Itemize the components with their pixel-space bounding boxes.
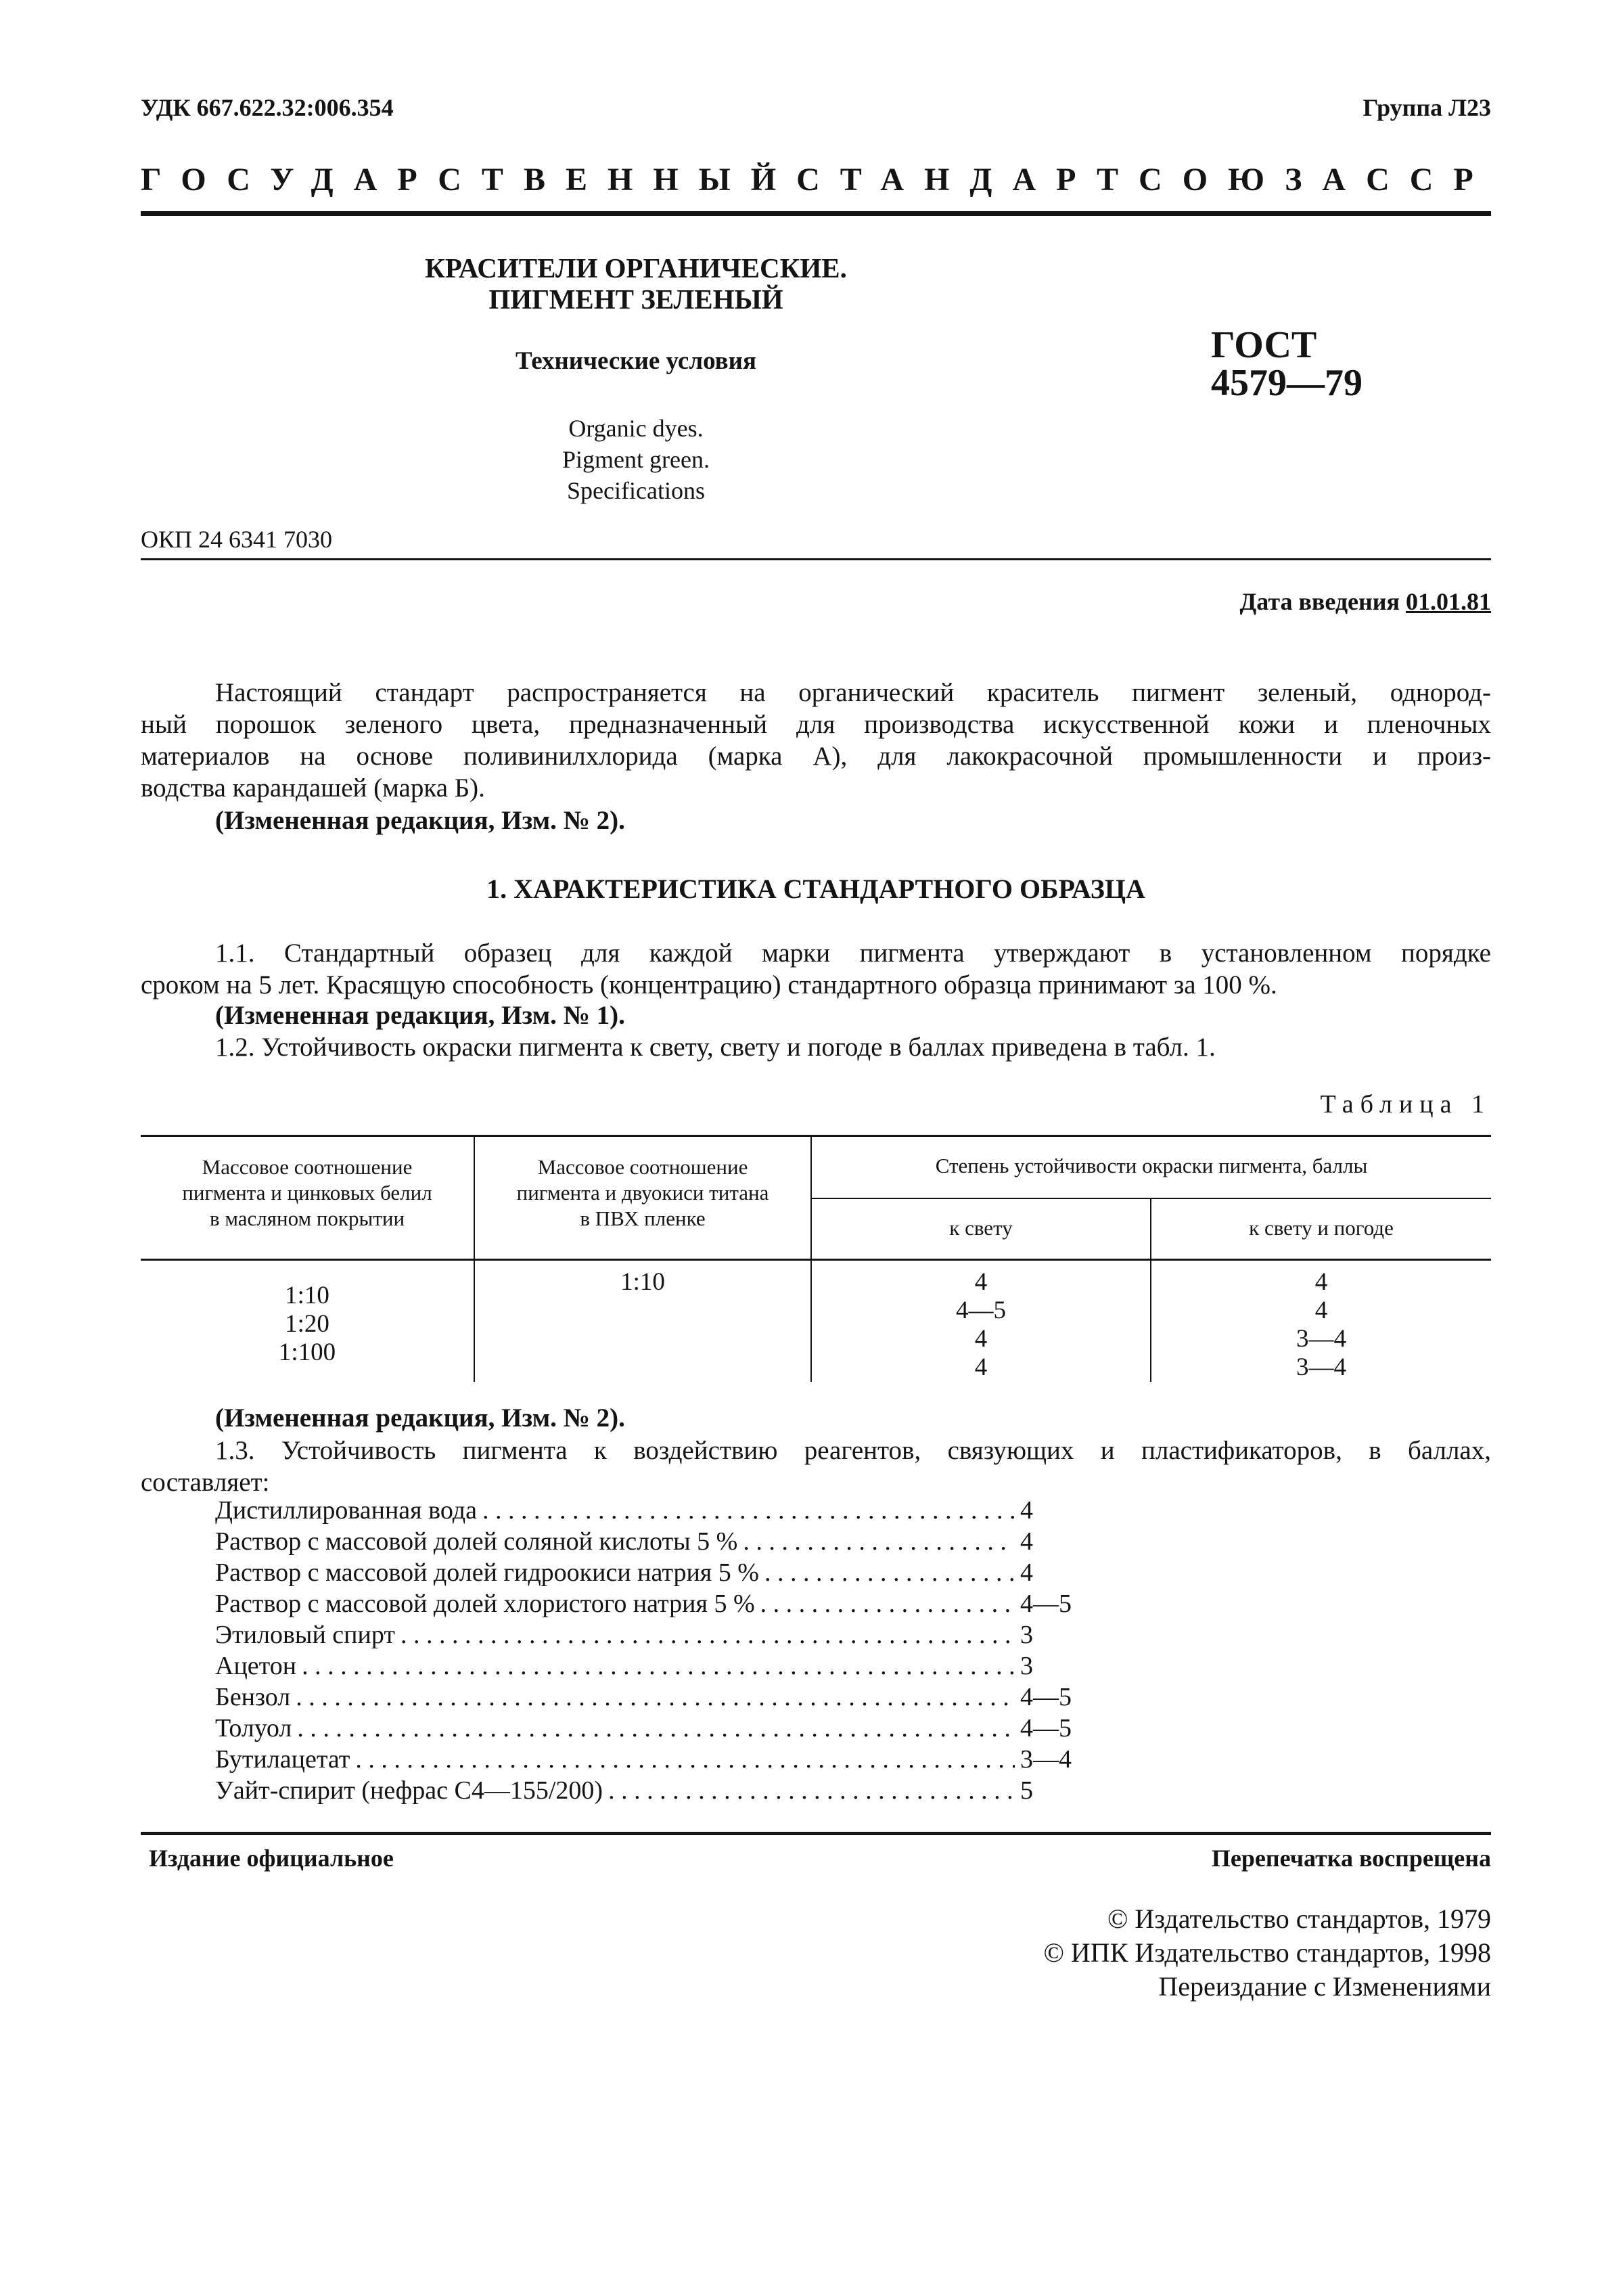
official-edition: Издание официальное <box>149 1845 394 1872</box>
reprint-prohibited: Перепечатка воспрещена <box>1211 1845 1491 1872</box>
intro-line: ный порошок зеленого цвета, предназначенный для производства искусственной кожи и пленочных <box>141 710 1491 739</box>
group-code: Группа Л23 <box>1363 94 1491 121</box>
footer-rule <box>141 1832 1491 1835</box>
table-col1-values: 1:10 1:20 1:100 <box>278 1282 336 1366</box>
table-caption: Таблица 1 <box>1320 1090 1491 1119</box>
title-line-2: ПИГМЕНТ ЗЕЛЕНЫЙ <box>488 284 783 315</box>
table-header-col1: Массовое соотношение пигмента и цинковых белил в масляном покрытии <box>182 1155 432 1230</box>
p11-revision: (Измененная редакция, Изм. № 1). <box>215 1001 625 1030</box>
table-top-rule <box>141 1135 1491 1137</box>
table-light-values: 4 4—5 4 4 <box>956 1268 1006 1381</box>
leader-dots <box>355 1744 1015 1774</box>
reagent-row <box>215 1744 1095 1776</box>
title-subtitle: Технические условия <box>516 347 756 375</box>
table-revision: (Измененная редакция, Изм. № 2). <box>215 1403 625 1433</box>
table-header-weather: к свету и погоде <box>1249 1216 1394 1240</box>
table-group-header: Степень устойчивости окраски пигмента, баллы <box>935 1154 1368 1177</box>
reagent-row <box>215 1620 1095 1651</box>
table-col2-values: 1:10 <box>620 1268 665 1296</box>
leader-dots <box>760 1589 1015 1619</box>
reagent-value: 4 <box>1020 1527 1033 1556</box>
title-line-1: КРАСИТЕЛИ ОРГАНИЧЕСКИЕ. <box>425 252 847 284</box>
banner-word: ССР <box>1366 162 1494 198</box>
intro-line: материалов на основе поливинилхлорида (марка А), для лакокрасочной промышленности и произ- <box>141 742 1491 771</box>
reagent-name: Толуол <box>215 1714 292 1742</box>
intro-paragraph <box>141 677 1491 804</box>
reagent-name: Раствор с массовой долей гидроокиси натрия 5 % <box>215 1558 759 1587</box>
reagent-name: Уайт-спирит (нефрас С4—155/200) <box>215 1776 603 1805</box>
reagent-row <box>215 1527 1095 1558</box>
reagent-value: 3—4 <box>1020 1745 1072 1774</box>
okp-code: ОКП 24 6341 7030 <box>141 526 333 553</box>
introduction-date <box>1240 587 1492 616</box>
reagent-name: Раствор с массовой долей соляной кислоты 5 % <box>215 1527 738 1556</box>
copyright-1979: © Издательство стандартов, 1979 <box>1107 1904 1491 1934</box>
section-heading: 1. ХАРАКТЕРИСТИКА СТАНДАРТНОГО ОБРАЗЦА <box>486 874 1145 904</box>
reagent-value: 4—5 <box>1020 1714 1072 1742</box>
reagent-row <box>215 1589 1095 1620</box>
banner-word: СТАНДАРТ <box>796 162 1139 198</box>
p11-line: 1.1. Стандартный образец для каждой марки пигмента утверждают в установленном порядке <box>215 939 1491 968</box>
date-value: 01.01.81 <box>1406 588 1491 615</box>
reagent-row <box>215 1713 1095 1744</box>
reagent-name: Бутилацетат <box>215 1745 350 1774</box>
leader-dots <box>608 1776 1015 1805</box>
leader-dots <box>400 1620 1015 1650</box>
table-header-light: к свету <box>949 1216 1013 1240</box>
reagent-row <box>215 1495 1095 1527</box>
leader-dots <box>296 1682 1015 1712</box>
reagent-row <box>215 1558 1095 1589</box>
banner-word: ГОСУДАРСТВЕННЫЙ <box>141 162 797 198</box>
leader-dots <box>743 1527 1015 1556</box>
gost-number: 4579—79 <box>1211 362 1363 404</box>
reagent-value: 3 <box>1020 1652 1033 1680</box>
header-rule <box>141 211 1491 216</box>
date-label: Дата введения <box>1239 588 1400 615</box>
reagent-name: Этиловый спирт <box>215 1621 395 1649</box>
reagent-name: Бензол <box>215 1683 291 1711</box>
table-weather-values: 4 4 3—4 3—4 <box>1296 1268 1346 1381</box>
standard-banner <box>141 161 1494 198</box>
reagent-value: 4—5 <box>1020 1590 1072 1618</box>
paragraph-1-2: 1.2. Устойчивость окраски пигмента к свету, свету и погоде в баллах приведена в табл. 1. <box>215 1033 1216 1062</box>
reagent-value: 5 <box>1020 1776 1033 1805</box>
title-english-1: Organic dyes. <box>568 415 704 442</box>
reagent-row <box>215 1651 1095 1682</box>
copyright-1998: © ИПК Издательство стандартов, 1998 <box>1043 1937 1491 1968</box>
reagent-row <box>215 1682 1095 1713</box>
banner-word: СОЮЗА <box>1139 162 1367 198</box>
table-header-col2: Массовое соотношение пигмента и двуокиси титана в ПВХ пленке <box>516 1155 769 1230</box>
reagent-value: 3 <box>1020 1621 1033 1649</box>
leader-dots <box>302 1651 1015 1681</box>
reagent-value: 4 <box>1020 1558 1033 1587</box>
reagent-name: Дистиллированная вода <box>215 1496 477 1525</box>
p11-line: сроком на 5 лет. Красящую способность (концентрацию) стандартного образца принимают за 100 %. <box>141 970 1277 999</box>
paragraph-1-1 <box>141 937 1491 1001</box>
p13-line: 1.3. Устойчивость пигмента к воздействию реагентов, связующих и пластификаторов, в баллах, <box>215 1436 1491 1465</box>
leader-dots <box>297 1713 1015 1743</box>
reissue-note: Переиздание с Изменениями <box>1158 1971 1491 2002</box>
title-english-3: Specifications <box>567 477 705 504</box>
leader-dots <box>482 1495 1015 1525</box>
intro-revision: (Измененная редакция, Изм. № 2). <box>215 806 625 835</box>
title-english-2: Pigment green. <box>562 446 710 473</box>
table-header-rule <box>141 1259 1491 1261</box>
paragraph-1-3 <box>141 1435 1491 1498</box>
intro-line: водства карандашей (марка Б). <box>141 773 485 803</box>
gost-label: ГОСТ <box>1211 324 1317 366</box>
reagent-row <box>215 1776 1095 1807</box>
p13-line: составляет: <box>141 1468 270 1497</box>
reagent-list <box>215 1495 1095 1807</box>
reagent-name: Ацетон <box>215 1652 297 1680</box>
title-rule <box>141 558 1491 560</box>
reagent-value: 4—5 <box>1020 1683 1072 1711</box>
reagent-value: 4 <box>1020 1496 1033 1525</box>
udk-code: УДК 667.622.32:006.354 <box>141 94 394 121</box>
reagent-name: Раствор с массовой долей хлористого натрия 5 % <box>215 1590 755 1618</box>
intro-line: Настоящий стандарт распространяется на органический краситель пигмент зеленый, однород- <box>215 678 1491 707</box>
leader-dots <box>764 1558 1015 1588</box>
